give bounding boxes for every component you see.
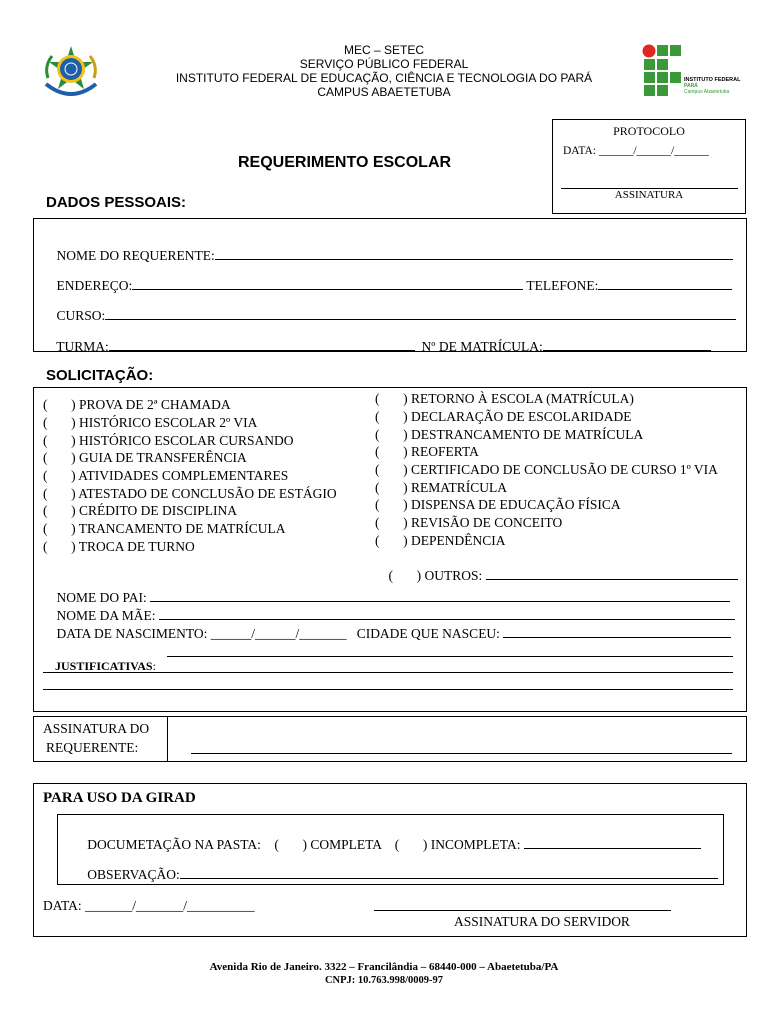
phone-label: TELEFONE:	[526, 278, 599, 293]
justification-line-2[interactable]	[43, 672, 733, 673]
request-box	[33, 387, 747, 712]
ifpa-logo	[642, 44, 742, 100]
option-internship-certificate[interactable]: ( ) ATESTADO DE CONCLUSÃO DE ESTÁGIO	[43, 486, 337, 501]
logo-text-state: PARÁ	[684, 83, 698, 89]
justification-colon: :	[152, 659, 156, 673]
girad-heading: PARA USO DA GIRAD	[43, 790, 196, 806]
header-line-3: INSTITUTO FEDERAL DE EDUCAÇÃO, CIÊNCIA E TECNOLOGIA DO PARÁ	[175, 71, 593, 85]
address-label: ENDEREÇO:	[56, 278, 133, 293]
option-complementary-activities[interactable]: ( ) ATIVIDADES COMPLEMENTARES	[43, 468, 289, 483]
header-line-1: MEC – SETEC	[343, 43, 424, 57]
enrollment-field[interactable]	[543, 338, 711, 351]
applicant-signature-label-1: ASSINATURA DO	[43, 721, 150, 736]
option-return-to-school[interactable]: ( ) RETORNO À ESCOLA (MATRÍCULA)	[375, 391, 634, 406]
option-course-certificate[interactable]: ( ) CERTIFICADO DE CONCLUSÃO DE CURSO 1º VIA	[375, 462, 718, 477]
footer-address: Avenida Rio de Janeiro. 3322 – Francilândia – 68440-000 – Abaetetuba/PA	[209, 961, 559, 973]
header-line-2: SERVIÇO PÚBLICO FEDERAL	[299, 57, 469, 71]
option-shift-change[interactable]: ( ) TROCA DE TURNO	[43, 539, 195, 554]
applicant-signature-box	[33, 716, 747, 762]
option-others[interactable]: ( ) OUTROS:	[388, 567, 483, 583]
option-re-enrollment[interactable]: ( ) REMATRÍCULA	[375, 480, 507, 495]
justification-line-3[interactable]	[43, 689, 733, 690]
server-signature-label: ASSINATURA DO SERVIDOR	[454, 914, 630, 929]
option-enrollment-unlock[interactable]: ( ) DESTRANCAMENTO DE MATRÍCULA	[375, 427, 644, 442]
mother-label: NOME DA MÃE:	[56, 608, 156, 623]
observation-field[interactable]	[180, 866, 718, 879]
option-grade-review[interactable]: ( ) REVISÃO DE CONCEITO	[375, 515, 563, 530]
phone-field[interactable]	[598, 277, 732, 290]
option-school-declaration[interactable]: ( ) DECLARAÇÃO DE ESCOLARIDADE	[375, 409, 632, 424]
option-reoffer[interactable]: ( ) REOFERTA	[375, 444, 479, 459]
protocol-signature-label: ASSINATURA	[614, 189, 684, 201]
docs-status-field[interactable]: DOCUMETAÇÃO NA PASTA: ( ) COMPLETA ( ) INCOMPLETA:	[87, 837, 521, 852]
personal-data-box	[33, 218, 747, 352]
girad-inner-box	[57, 814, 724, 885]
option-transcript-copy[interactable]: ( ) HISTÓRICO ESCOLAR 2º VIA	[43, 415, 258, 430]
option-transcript-ongoing[interactable]: ( ) HISTÓRICO ESCOLAR CURSANDO	[43, 433, 294, 448]
course-label: CURSO:	[56, 308, 106, 323]
applicant-signature-label-2: REQUERENTE:	[46, 740, 139, 755]
option-pe-exemption[interactable]: ( ) DISPENSA DE EDUCAÇÃO FÍSICA	[375, 497, 621, 512]
birth-city-field[interactable]	[503, 625, 731, 638]
course-field[interactable]	[105, 307, 736, 320]
protocol-title: PROTOCOLO	[613, 124, 685, 138]
justification-line-1[interactable]	[167, 656, 733, 657]
header-line-4: CAMPUS ABAETETUBA	[317, 85, 451, 99]
class-field[interactable]	[109, 338, 415, 351]
logo-text-institute: INSTITUTO FEDERAL	[684, 77, 741, 83]
option-course-credit[interactable]: ( ) CRÉDITO DE DISCIPLINA	[43, 503, 237, 518]
personal-data-heading: DADOS PESSOAIS:	[46, 194, 187, 211]
address-field[interactable]	[132, 277, 523, 290]
birth-date-field[interactable]: DATA DE NASCIMENTO: ______/______/_______	[56, 626, 347, 641]
page-title: REQUERIMENTO ESCOLAR	[238, 154, 452, 171]
birth-city-label: CIDADE QUE NASCEU:	[356, 626, 500, 641]
enrollment-label: Nº DE MATRÍCULA:	[421, 339, 543, 354]
option-transfer-guide[interactable]: ( ) GUIA DE TRANSFERÊNCIA	[43, 450, 247, 465]
option-second-call-exam[interactable]: ( ) PROVA DE 2ª CHAMADA	[43, 397, 231, 412]
observation-label: OBSERVAÇÃO:	[87, 867, 180, 882]
request-heading: SOLICITAÇÃO:	[46, 367, 154, 384]
girad-date-field[interactable]: DATA: _______/_______/__________	[43, 898, 255, 913]
option-dependency[interactable]: ( ) DEPENDÊNCIA	[375, 533, 506, 548]
father-label: NOME DO PAI:	[56, 590, 147, 605]
protocol-box	[552, 119, 746, 214]
docs-incomplete-field[interactable]	[524, 836, 701, 849]
footer-cnpj: CNPJ: 10.763.998/0009-97	[324, 975, 444, 986]
protocol-date-field[interactable]: DATA: ______/______/______	[563, 145, 709, 157]
server-signature-line[interactable]	[374, 910, 671, 911]
justification-label: JUSTIFICATIVAS	[55, 659, 153, 673]
girad-box	[33, 783, 747, 937]
applicant-signature-divider	[167, 717, 168, 761]
name-field[interactable]	[215, 247, 733, 260]
option-enrollment-lock[interactable]: ( ) TRANCAMENTO DE MATRÍCULA	[43, 521, 286, 536]
logo-text-campus: Campus Abaetetuba	[684, 89, 730, 95]
class-label: TURMA:	[56, 339, 109, 354]
name-label: NOME DO REQUERENTE:	[56, 248, 215, 263]
applicant-signature-line[interactable]	[191, 753, 732, 754]
